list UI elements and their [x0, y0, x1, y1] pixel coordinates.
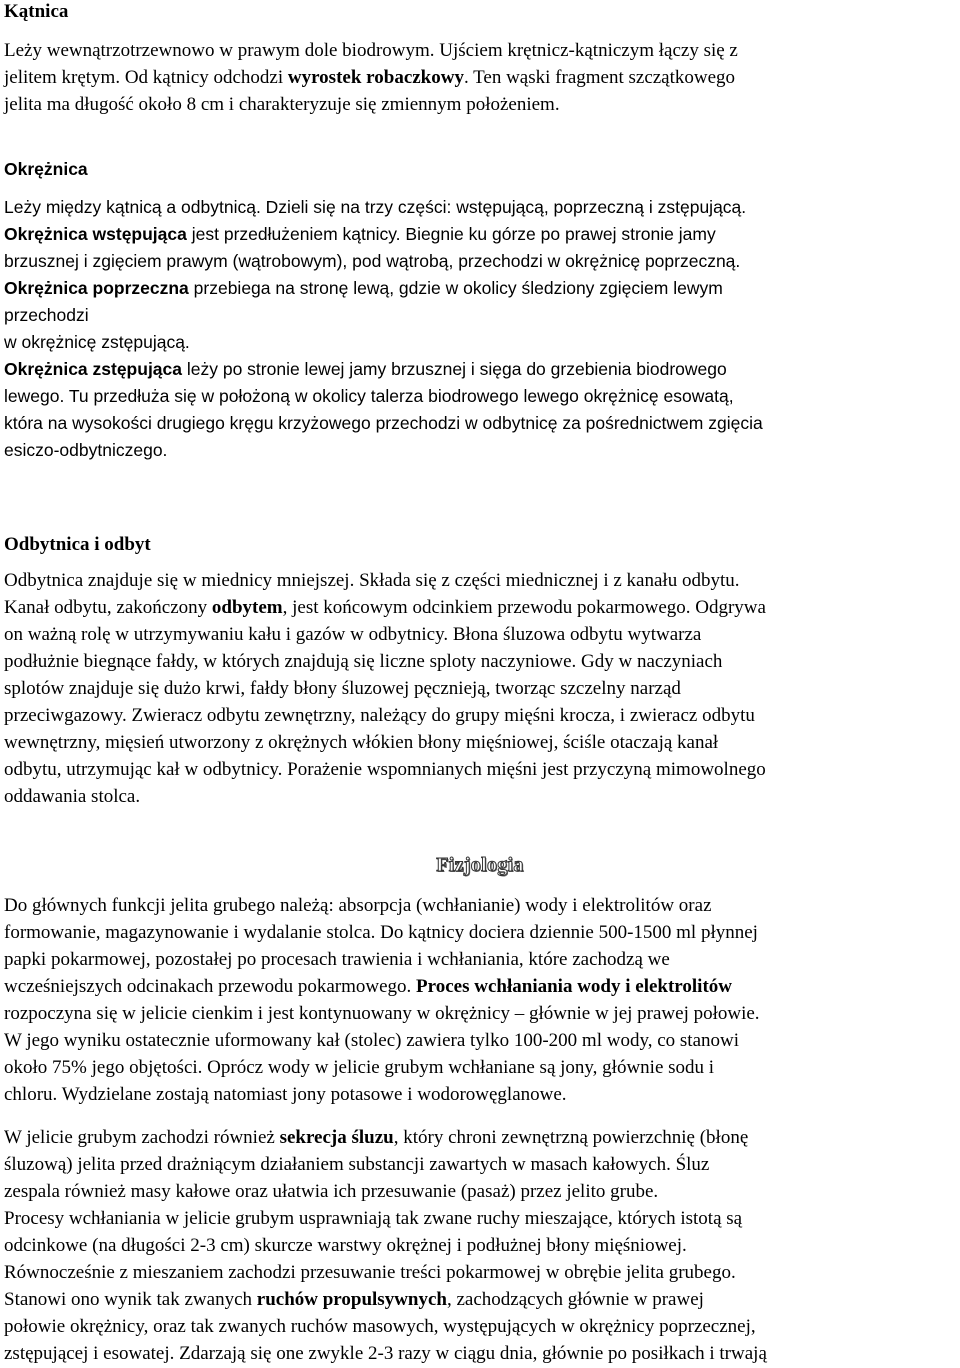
- text-run: około 75% jego objętości. Oprócz wody w jelicie grubym wchłaniane są jony, głównie sodu i: [4, 1057, 715, 1078]
- text-line: [4, 1286, 956, 1313]
- text-run: połowie okrężnicy, oraz tak zwanych ruchów masowych, występujących w okrężnicy poprzecznej,: [4, 1316, 756, 1337]
- text-run: która na wysokości drugiego kręgu krzyżowego przechodzi w odbytnicę za pośrednictwem zgięcia: [4, 413, 763, 433]
- text-run: Stanowi ono wynik tak zwanych: [4, 1289, 257, 1310]
- text-line: [4, 275, 956, 302]
- text-line: [4, 756, 956, 783]
- text-run: odcinkowe (na długości 2-3 cm) skurcze warstwy okrężnej i podłużnej błony mięśniowej.: [4, 1235, 687, 1256]
- text-run: W jego wyniku ostatecznie uformowany kał (stolec) zawiera tylko 100-200 ml wody, co stanowi: [4, 1030, 739, 1051]
- text-run: brzusznej i zgięciem prawym (wątrobowym), pod wątrobą, przechodzi w okrężnicę poprzeczną.: [4, 251, 741, 271]
- text-line: [4, 567, 956, 594]
- text-run: Odbytnica znajduje się w miednicy mniejszej. Składa się z części miednicznej i z kanału odbytu.: [4, 570, 740, 591]
- text-run: W jelicie grubym zachodzi również: [4, 1127, 280, 1148]
- bold-text-run: odbytem: [211, 597, 283, 618]
- text-run: Kanał odbytu, zakończony: [4, 597, 212, 618]
- text-run: odbytu, utrzymując kał w odbytnicy. Porażenie wspomnianych mięśni jest przyczyną mimowolnego: [4, 759, 766, 780]
- text-run: przechodzi: [4, 305, 89, 325]
- text-line: [4, 221, 956, 248]
- text-line: [4, 1205, 956, 1232]
- text-line: [4, 729, 956, 756]
- text-run: oddawania stolca.: [4, 786, 141, 807]
- section-heading-fizjologia: Fizjologia: [436, 854, 524, 876]
- paragraph-fizjologia-2: [4, 1124, 956, 1367]
- text-line: [4, 64, 956, 91]
- text-line: [4, 1259, 956, 1286]
- text-line: [4, 1232, 956, 1259]
- text-line: [4, 1081, 956, 1108]
- text-run: leży po stronie lewej jamy brzusznej i sięga do grzebienia biodrowego: [182, 359, 727, 379]
- text-run: w okrężnicę zstępującą.: [4, 332, 190, 352]
- bold-text-run: wyrostek robaczkowy: [287, 67, 464, 88]
- text-line: [4, 91, 956, 118]
- bold-text-run: Okrężnica zstępująca: [4, 359, 182, 379]
- text-run: esiczo-odbytniczego.: [4, 440, 168, 460]
- bold-text-run: Okrężnica wstępująca: [4, 224, 187, 244]
- text-run: , jest końcowym odcinkiem przewodu pokarmowego. Odgrywa: [282, 597, 766, 618]
- text-run: chloru. Wydzielane zostają natomiast jony potasowe i wodorowęglanowe.: [4, 1084, 567, 1105]
- text-line: [4, 1151, 956, 1178]
- text-run: Do głównych funkcji jelita grubego należą: absorpcja (wchłanianie) wody i elektrolitów oraz: [4, 895, 712, 916]
- text-run: wewnętrzny, mięsień utworzony z okrężnych włókien błony mięśniowej, ściśle otaczają kanał: [4, 732, 719, 753]
- text-line: [4, 248, 956, 275]
- bold-text-run: sekrecja śluzu: [279, 1127, 394, 1148]
- bold-text-run: Proces wchłaniania wody i elektrolitów: [416, 976, 732, 997]
- text-line: [4, 783, 956, 810]
- text-line: [4, 329, 956, 356]
- text-line: [4, 1178, 956, 1205]
- paragraph-katnica: [4, 37, 956, 118]
- text-line: [4, 302, 956, 329]
- text-line: [4, 1340, 956, 1367]
- text-line: [4, 702, 956, 729]
- text-run: lewego. Tu przedłuża się w położoną w okolicy talerza biodrowego lewego okrężnicę esowatą,: [4, 386, 734, 406]
- text-line: [4, 892, 956, 919]
- text-run: wcześniejszych odcinakach przewodu pokarmowego.: [4, 976, 417, 997]
- text-line: [4, 1000, 956, 1027]
- text-run: . Ten wąski fragment szczątkowego: [463, 67, 736, 88]
- paragraph-fizjologia-1: [4, 892, 956, 1108]
- text-run: , który chroni zewnętrzną powierzchnię (błonę: [393, 1127, 749, 1148]
- text-line: [4, 194, 956, 221]
- text-run: podłużnie biegnące fałdy, w których znajdują się liczne sploty naczyniowe. Gdy w naczyniach: [4, 651, 723, 672]
- paragraph-odbytnica: [4, 567, 956, 810]
- text-run: rozpoczyna się w jelicie cienkim i jest kontynuowany w okrężnicy – głównie w jej prawej połowie.: [4, 1003, 760, 1024]
- text-line: [4, 675, 956, 702]
- text-line: [4, 648, 956, 675]
- text-run: splotów znajduje się dużo krwi, fałdy błony śluzowej pęcznieją, tworząc szczelny narząd: [4, 678, 681, 699]
- text-line: [4, 37, 956, 64]
- text-run: zespala również masy kałowe oraz ułatwia ich przesuwanie (pasaż) przez jelito grube.: [4, 1181, 659, 1202]
- section-heading-okreznica: Okrężnica: [4, 159, 88, 179]
- text-run: formowanie, magazynowanie i wydalanie stolca. Do kątnicy dociera dziennie 500-1500 ml płynnej: [4, 922, 758, 943]
- paragraph-okreznica-intro: [4, 194, 956, 464]
- text-run: papki pokarmowej, pozostałej po procesach trawienia i wchłaniania, które zachodzą we: [4, 949, 670, 970]
- text-line: [4, 973, 956, 1000]
- text-line: [4, 1313, 956, 1340]
- text-run: jelitem krętym. Od kątnicy odchodzi: [4, 67, 288, 88]
- text-line: [4, 946, 956, 973]
- text-line: [4, 1054, 956, 1081]
- text-run: Równocześnie z mieszaniem zachodzi przesuwanie treści pokarmowej w obrębie jelita grubego.: [4, 1262, 736, 1283]
- bold-text-run: ruchów propulsywnych: [256, 1289, 447, 1310]
- text-line: [4, 1124, 956, 1151]
- text-run: Procesy wchłaniania w jelicie grubym usprawniają tak zwane ruchy mieszające, których istotą są: [4, 1208, 743, 1229]
- bold-text-run: Okrężnica poprzeczna: [4, 278, 189, 298]
- text-run: zstępującej i esowatej. Zdarzają się one zwykle 2-3 razy w ciągu dnia, głównie po posiłkach i trwają: [4, 1343, 767, 1364]
- section-heading-katnica: Kątnica: [4, 1, 69, 22]
- text-run: , zachodzących głównie w prawej: [447, 1289, 704, 1310]
- text-line: [4, 356, 956, 383]
- text-line: [4, 1027, 956, 1054]
- text-line: [4, 919, 956, 946]
- text-run: jelita ma długość około 8 cm i charakteryzuje się zmiennym położeniem.: [4, 94, 560, 115]
- text-run: śluzową) jelita przed drażniącym działaniem substancji zawartych w masach kałowych. Śluz: [4, 1154, 710, 1175]
- text-run: przeciwgazowy. Zwieracz odbytu zewnętrzny, należący do grupy mięśni krocza, i zwieracz odbytu: [4, 705, 755, 726]
- text-line: [4, 437, 956, 464]
- text-line: [4, 621, 956, 648]
- section-heading-odbytnica: Odbytnica i odbyt: [4, 534, 151, 555]
- text-line: [4, 383, 956, 410]
- text-run: jest przedłużeniem kątnicy. Biegnie ku górze po prawej stronie jamy: [186, 224, 716, 244]
- text-run: Leży między kątnicą a odbytnicą. Dzieli się na trzy części: wstępującą, poprzeczną i zstępującą.: [4, 197, 747, 217]
- text-line: [4, 410, 956, 437]
- text-line: [4, 594, 956, 621]
- text-run: Leży wewnątrzotrzewnowo w prawym dole biodrowym. Ujściem krętnicz-kątniczym łączy się z: [4, 40, 738, 61]
- text-run: on ważną rolę w utrzymywaniu kału i gazów w odbytnicy. Błona śluzowa odbytu wytwarza: [4, 624, 702, 645]
- text-run: przebiega na stronę lewą, gdzie w okolicy śledziony zgięciem lewym: [188, 278, 723, 298]
